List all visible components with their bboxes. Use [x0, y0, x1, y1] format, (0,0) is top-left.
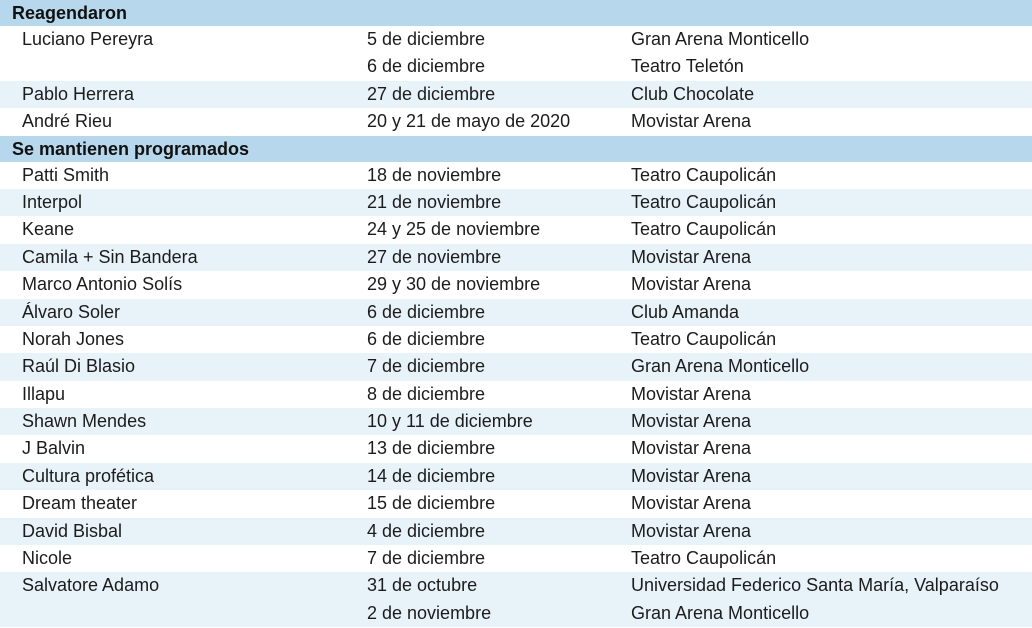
- venue-text: Movistar Arena: [631, 274, 752, 295]
- venue-text: Movistar Arena: [631, 246, 752, 267]
- venue-text: Gran Arena Monticello: [631, 29, 810, 49]
- date-cell: [367, 463, 495, 490]
- venue-cell: [631, 108, 751, 135]
- venue-text: Gran Arena Monticello: [631, 602, 810, 623]
- date-cell: [367, 435, 495, 462]
- venue-text: Teatro Caupolicán: [631, 219, 777, 240]
- table-row: [0, 108, 1032, 135]
- date-cell: [367, 244, 501, 271]
- venue-cell: [631, 408, 751, 435]
- venue-cell: [631, 490, 751, 517]
- venue-text: Teatro Caupolicán: [631, 164, 777, 185]
- table-row: [0, 545, 1032, 572]
- date-text: 7 de diciembre: [367, 548, 486, 569]
- venue-cell: [631, 545, 776, 572]
- venue-cell: [631, 216, 776, 243]
- date-cell: [367, 326, 485, 353]
- venue-text: Movistar Arena: [631, 438, 752, 459]
- date-cell: [367, 408, 533, 435]
- artist-cell: Luciano Pereyra: [22, 29, 154, 49]
- date-text: 24 y 25 de noviembre: [367, 219, 541, 240]
- artist-cell: Salvatore Adamo: [22, 575, 160, 596]
- artist-cell: Interpol: [22, 191, 83, 212]
- date-cell: [367, 299, 485, 326]
- artist-cell: Marco Antonio Solís: [22, 274, 183, 295]
- table-row: [0, 271, 1032, 298]
- venue-cell: [631, 381, 751, 408]
- artist-cell: Norah Jones: [22, 328, 125, 349]
- date-cell: [367, 108, 570, 135]
- date-text: 10 y 11 de diciembre: [367, 411, 533, 432]
- table-row: [0, 162, 1032, 189]
- date-text: 6 de diciembre: [367, 301, 486, 322]
- venue-text: Teatro Caupolicán: [631, 191, 777, 212]
- artist-cell: J Balvin: [22, 438, 86, 459]
- date-text: 4 de diciembre: [367, 520, 486, 541]
- artist-cell: André Rieu: [22, 111, 113, 132]
- venue-cell: [631, 189, 776, 216]
- artist-cell: Cultura profética: [22, 465, 155, 486]
- date-text: 5 de diciembre: [367, 29, 486, 49]
- venue-text: Movistar Arena: [631, 520, 752, 541]
- table-row: [0, 81, 1032, 108]
- section-header: Se mantienen programados: [0, 136, 1032, 162]
- venue-text: Club Amanda: [631, 301, 740, 322]
- venue-text: Universidad Federico Santa María, Valparaíso: [631, 575, 999, 596]
- venue-cell: [631, 326, 776, 353]
- date-cell: [367, 216, 540, 243]
- date-cell: [367, 162, 501, 189]
- date-text: 20 y 21 de mayo de 2020: [367, 111, 571, 132]
- date-text: 29 y 30 de noviembre: [367, 274, 541, 295]
- venue-cell: [631, 81, 754, 108]
- date-cell: [367, 81, 495, 108]
- date-text: 27 de diciembre: [367, 83, 496, 104]
- date-text: 27 de noviembre: [367, 246, 502, 267]
- section-header: Reagendaron: [0, 0, 1032, 26]
- date-text: 14 de diciembre: [367, 465, 496, 486]
- venue-cell: [631, 518, 751, 545]
- table-row: [0, 189, 1032, 216]
- venue-text: Movistar Arena: [631, 111, 752, 132]
- date-cell: [367, 26, 485, 81]
- date-cell: [367, 518, 485, 545]
- artist-cell: Nicole: [22, 548, 73, 569]
- date-text: 2 de noviembre: [367, 602, 492, 623]
- artist-cell: David Bisbal: [22, 520, 123, 541]
- venue-text: Teatro Caupolicán: [631, 548, 777, 569]
- venue-cell: [631, 353, 809, 380]
- date-cell: [367, 353, 485, 380]
- venue-text: Teatro Caupolicán: [631, 328, 777, 349]
- artist-cell: Camila + Sin Bandera: [22, 246, 198, 267]
- venue-cell: [631, 435, 751, 462]
- venue-cell: [631, 572, 999, 627]
- date-cell: [367, 572, 491, 627]
- table-row: [0, 463, 1032, 490]
- venue-cell: [631, 162, 776, 189]
- table-row: [0, 490, 1032, 517]
- venue-text: Gran Arena Monticello: [631, 356, 810, 377]
- venue-cell: [631, 463, 751, 490]
- date-cell: [367, 381, 485, 408]
- date-text: 6 de diciembre: [367, 328, 486, 349]
- table-row: [0, 435, 1032, 462]
- artist-cell: Keane: [22, 219, 75, 240]
- table-row: [0, 299, 1032, 326]
- table-row: [0, 408, 1032, 435]
- date-cell: [367, 189, 501, 216]
- date-text: 18 de noviembre: [367, 164, 502, 185]
- table-row: [0, 216, 1032, 243]
- date-cell: [367, 271, 540, 298]
- table-row: [0, 26, 1032, 81]
- venue-cell: [631, 271, 751, 298]
- date-text: 31 de octubre: [367, 575, 478, 596]
- date-text: 6 de diciembre: [367, 56, 486, 77]
- artist-cell: Shawn Mendes: [22, 411, 147, 432]
- table-row: [0, 381, 1032, 408]
- venue-text: Club Chocolate: [631, 83, 755, 104]
- table-row: [0, 326, 1032, 353]
- artist-cell: Álvaro Soler: [22, 301, 121, 322]
- date-text: 13 de diciembre: [367, 438, 496, 459]
- venue-cell: [631, 26, 809, 81]
- artist-cell: Patti Smith: [22, 164, 110, 185]
- venue-text: Movistar Arena: [631, 465, 752, 486]
- table-row: [0, 244, 1032, 271]
- artist-cell: Raúl Di Blasio: [22, 356, 136, 377]
- date-cell: [367, 490, 495, 517]
- date-cell: [367, 545, 485, 572]
- artist-cell: Dream theater: [22, 493, 138, 514]
- date-text: 15 de diciembre: [367, 493, 496, 514]
- venue-text: Movistar Arena: [631, 383, 752, 404]
- artist-cell: Illapu: [22, 383, 66, 404]
- venue-text: Movistar Arena: [631, 493, 752, 514]
- table-row: [0, 572, 1032, 627]
- date-text: 21 de noviembre: [367, 191, 502, 212]
- venue-text: Teatro Teletón: [631, 56, 744, 77]
- venue-cell: [631, 244, 751, 271]
- venue-text: Movistar Arena: [631, 411, 752, 432]
- date-text: 7 de diciembre: [367, 356, 486, 377]
- venue-cell: [631, 299, 739, 326]
- date-text: 8 de diciembre: [367, 383, 486, 404]
- table-row: [0, 518, 1032, 545]
- table-row: [0, 353, 1032, 380]
- artist-cell: Pablo Herrera: [22, 83, 135, 104]
